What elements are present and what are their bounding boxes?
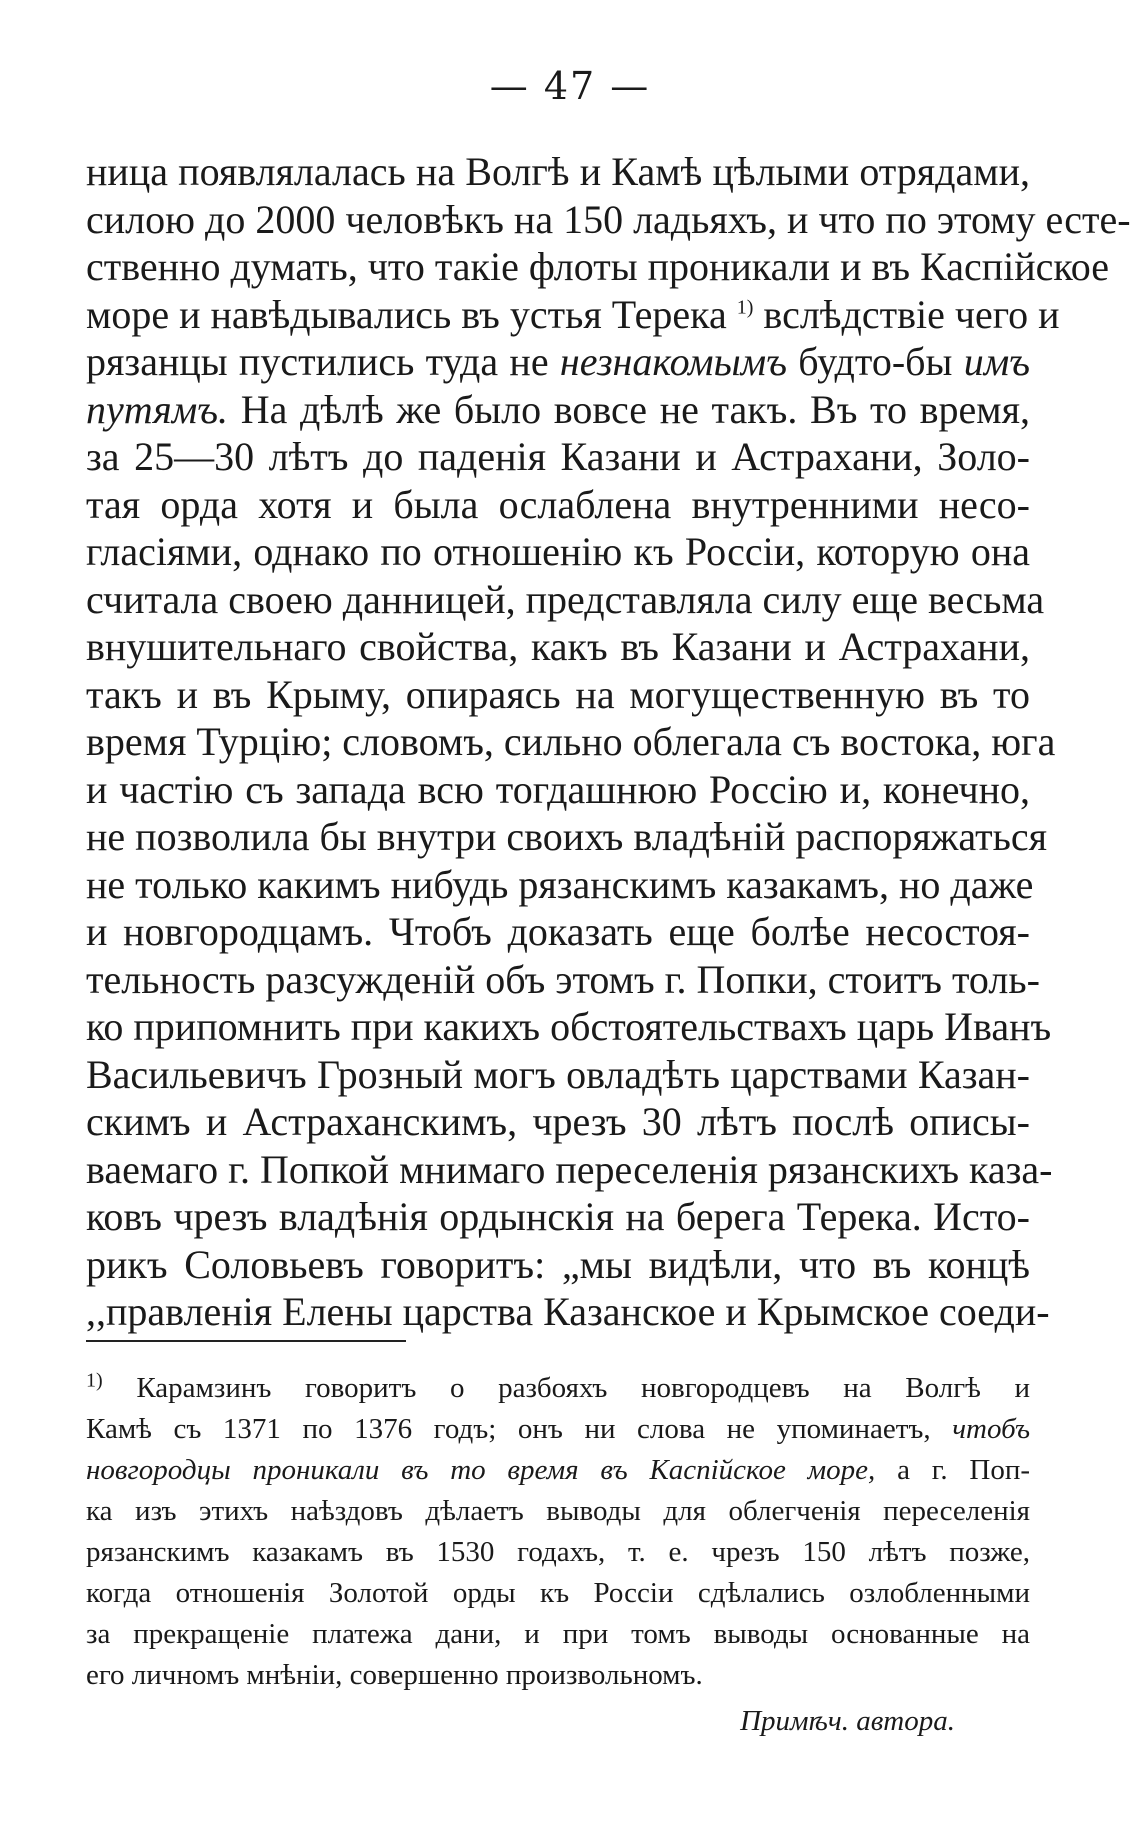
footnote-line (86, 1450, 1030, 1491)
footnote (86, 1368, 1030, 1696)
italic-fragment: имъ (963, 339, 1030, 384)
text-line: ница появлялалась на Волгѣ и Камѣ цѣлыми отрядами, (86, 149, 1030, 194)
italic-fragment: незнакомымъ (559, 339, 787, 384)
text-line (86, 386, 1030, 434)
footnote-line (86, 1368, 1030, 1409)
text-line: тельность разсужденій объ этомъ г. Попки, стоитъ толь- (86, 956, 1040, 1002)
footnote-line: его личномъ мнѣніи, совершенно произвольномъ. (86, 1659, 703, 1691)
footnote-line: ка изъ этихъ наѣздовъ дѣлаетъ выводы для облегченія переселенія (86, 1495, 1030, 1527)
text-line: тая орда хотя и была ослаблена внутренними несо- (86, 481, 1030, 527)
text-fragment: будто-бы (798, 339, 953, 384)
footnote-signature: Примѣч. автора. (740, 1705, 955, 1737)
text-fragment: а г. Поп- (897, 1454, 1031, 1486)
italic-fragment: путямъ. (86, 386, 229, 432)
footnote-ref-marker: 1) (736, 296, 754, 319)
footnote-line (86, 1409, 1030, 1450)
text-line: внушительнаго свойства, какъ въ Казани и Астрахани, (86, 624, 1030, 669)
footnote-marker: 1) (86, 1369, 103, 1392)
text-line: за 25—30 лѣтъ до паденія Казани и Астрахани, Золо- (86, 434, 1030, 479)
italic-fragment: новгородцы проникали въ то время въ Каспійское море, (86, 1454, 876, 1486)
text-line: Васильевичъ Грозный могъ овладѣть царствами Казан- (86, 1051, 1030, 1097)
footnote-line: рязанскимъ казакамъ въ 1530 годахъ, т. е. чрезъ 150 лѣтъ позже, (86, 1536, 1030, 1568)
text-line: не позволила бы внутри своихъ владѣній распоряжаться (86, 814, 1047, 859)
text-line: скимъ и Астраханскимъ, чрезъ 30 лѣтъ послѣ описы- (86, 1099, 1030, 1144)
footnote-line: за прекращеніе платежа дани, и при томъ выводы основанные на (86, 1618, 1030, 1650)
text-line (86, 291, 1060, 339)
text-line: гласіями, однако по отношенію къ Россіи, которую она (86, 529, 1030, 574)
text-line: и новгородцамъ. Чтобъ доказать еще болѣе несостоя- (86, 909, 1030, 954)
text-fragment: Камѣ съ 1371 по 1376 годъ; онъ ни слова не упоминаетъ, (86, 1413, 931, 1445)
footnote-divider (86, 1340, 406, 1342)
text-fragment: вслѣдствіе чего и (763, 291, 1060, 337)
page-number: — 47 — (489, 64, 651, 108)
text-line: рикъ Соловьевъ говоритъ: „мы видѣли, что въ концѣ (86, 1241, 1030, 1287)
text-fragment: рязанцы пустились туда не (86, 339, 549, 384)
text-fragment: море и навѣдывались въ устья Терека (86, 291, 727, 337)
text-fragment: На дѣлѣ же было вовсе не такъ. Въ то время, (240, 386, 1031, 432)
text-line: время Турцію; словомъ, сильно облегала съ востока, юга (86, 719, 1056, 764)
text-line: и частію съ запада всю тогдашнюю Россію и, конечно, (86, 766, 1030, 812)
text-line: ковъ чрезъ владѣнія ордынскія на берега Терека. Исто- (86, 1194, 1030, 1239)
text-fragment: Карамзинъ говоритъ о разбояхъ новгородцевъ на Волгѣ и (136, 1372, 1031, 1404)
text-line: силою до 2000 человѣкъ на 150 ладьяхъ, и что по этому есте- (86, 196, 1131, 242)
main-text (86, 148, 1131, 1336)
text-line: ственно думать, что такіе флоты проникали и въ Каспійское (86, 244, 1110, 289)
text-line: ,,правленія Елены царства Казанское и Крымское соеди- (86, 1289, 1050, 1334)
footnote-number: 1 (86, 1369, 96, 1392)
text-line: ваемаго г. Попкой мнимаго переселенія рязанскихъ каза- (86, 1146, 1053, 1192)
footnote-line: когда отношенія Золотой орды къ Россіи сдѣлались озлобленными (86, 1577, 1030, 1609)
italic-fragment: чтобъ (952, 1413, 1031, 1445)
text-line: считала своею данницей, представляла силу еще весьма (86, 576, 1045, 622)
text-line: такъ и въ Крыму, опираясь на могущественную въ то (86, 671, 1030, 717)
text-line (86, 338, 1030, 386)
text-line: не только какимъ нибудь рязанскимъ казакамъ, но даже (86, 861, 1034, 907)
text-line: ко припомнить при какихъ обстоятельствахъ царь Иванъ (86, 1004, 1052, 1049)
footnote-ref-number: 1 (736, 296, 747, 319)
